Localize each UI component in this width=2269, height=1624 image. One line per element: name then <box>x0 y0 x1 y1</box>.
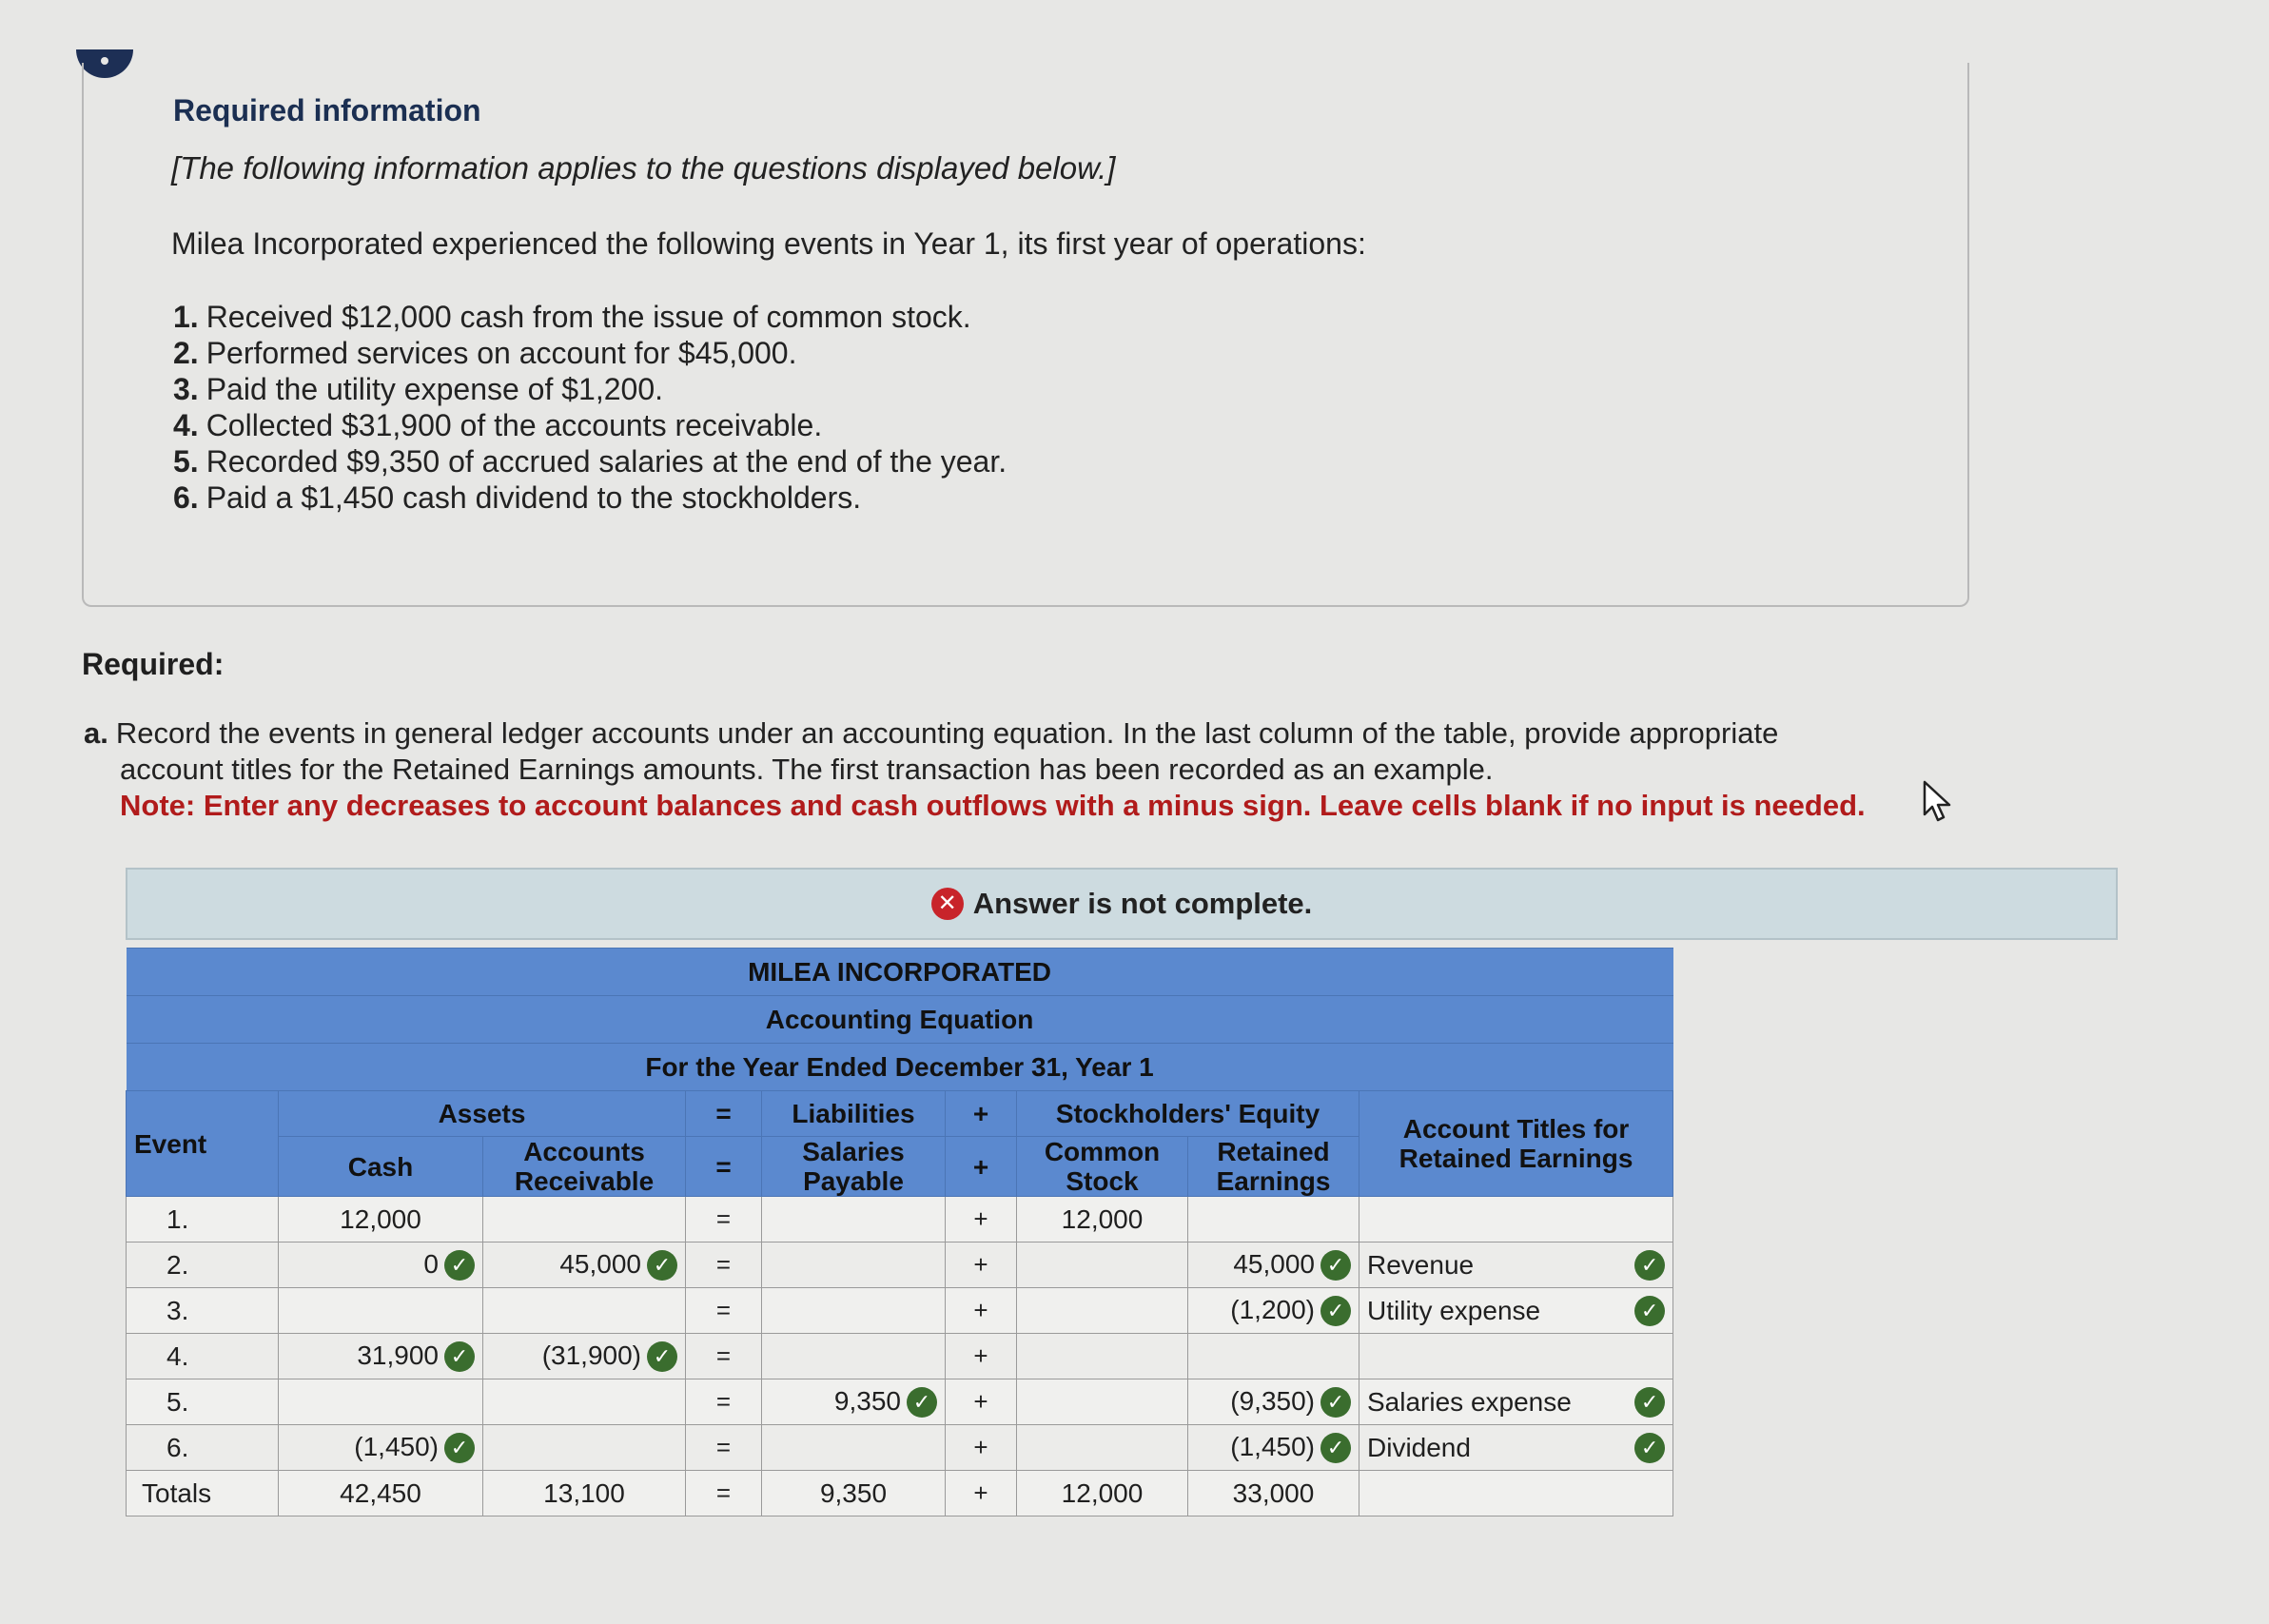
retained-earnings-input[interactable]: (1,450) ✓ <box>1188 1425 1359 1471</box>
common-stock-total: 12,000 <box>1017 1471 1188 1516</box>
company-name: MILEA INCORPORATED <box>127 949 1673 996</box>
common-stock-input[interactable] <box>1017 1242 1188 1288</box>
common-stock-input[interactable] <box>1017 1379 1188 1425</box>
check-icon: ✓ <box>1320 1296 1351 1326</box>
table-row <box>127 1334 1673 1379</box>
ar-total: 13,100 <box>483 1471 686 1516</box>
cash-input[interactable] <box>279 1379 483 1425</box>
header-account-titles: Account Titles for Retained Earnings <box>1359 1091 1673 1197</box>
table-row <box>127 1288 1673 1334</box>
list-item: 1. Received $12,000 cash from the issue of common stock. <box>173 300 971 334</box>
header-plus: + <box>946 1091 1017 1137</box>
plus-sign: + <box>946 1379 1017 1425</box>
list-item: 2. Performed services on account for $45,000. <box>173 336 797 370</box>
equals-sign: = <box>686 1242 762 1288</box>
check-icon: ✓ <box>647 1250 677 1281</box>
list-item: 5. Recorded $9,350 of accrued salaries at the end of the year. <box>173 444 1007 479</box>
check-icon: ✓ <box>1634 1387 1665 1418</box>
common-stock-cell: 12,000 <box>1017 1197 1188 1242</box>
plus-sign: + <box>946 1242 1017 1288</box>
mouse-cursor-icon <box>1922 780 1954 824</box>
salaries-payable-input[interactable] <box>762 1197 946 1242</box>
instructions <box>84 715 1986 824</box>
x-circle-icon: ✕ <box>931 888 964 920</box>
event-cell: 4. <box>127 1334 279 1379</box>
equals-sign: = <box>686 1334 762 1379</box>
answer-status-banner <box>126 868 2118 940</box>
check-icon: ✓ <box>1320 1250 1351 1281</box>
retained-earnings-input[interactable]: 45,000 ✓ <box>1188 1242 1359 1288</box>
totals-row <box>127 1471 1673 1516</box>
required-heading: Required: <box>82 647 225 681</box>
common-stock-input[interactable] <box>1017 1334 1188 1379</box>
check-icon: ✓ <box>1634 1433 1665 1463</box>
plus-sign: + <box>946 1288 1017 1334</box>
table-row <box>127 1197 1673 1242</box>
retained-earnings-input[interactable] <box>1188 1197 1359 1242</box>
salaries-payable-input[interactable] <box>762 1288 946 1334</box>
ar-input[interactable]: (31,900) ✓ <box>483 1334 686 1379</box>
totals-label: Totals <box>127 1471 279 1516</box>
header-salaries-payable: Salaries Payable <box>762 1137 946 1197</box>
scenario-text: Milea Incorporated experienced the following events in Year 1, its first year of operations: <box>171 226 1366 261</box>
header-cash: Cash <box>279 1137 483 1197</box>
statement-name: Accounting Equation <box>127 996 1673 1044</box>
common-stock-input[interactable] <box>1017 1425 1188 1471</box>
header-equals: = <box>686 1091 762 1137</box>
salaries-payable-input[interactable]: 9,350 ✓ <box>762 1379 946 1425</box>
empty-cell <box>1359 1471 1673 1516</box>
check-icon: ✓ <box>444 1341 475 1372</box>
header-liabilities: Liabilities <box>762 1091 946 1137</box>
header-equals: = <box>686 1137 762 1197</box>
cash-input[interactable]: 0 ✓ <box>279 1242 483 1288</box>
header-assets: Assets <box>279 1091 686 1137</box>
account-title-input[interactable]: Salaries expense ✓ <box>1359 1379 1673 1425</box>
cash-input[interactable]: 31,900 ✓ <box>279 1334 483 1379</box>
ar-input[interactable] <box>483 1379 686 1425</box>
equals-sign: = <box>686 1379 762 1425</box>
table-row <box>127 1379 1673 1425</box>
header-common-stock: Common Stock <box>1017 1137 1188 1197</box>
check-icon: ✓ <box>1634 1250 1665 1281</box>
header-stockholders-equity: Stockholders' Equity <box>1017 1091 1359 1137</box>
event-cell: 3. <box>127 1288 279 1334</box>
check-icon: ✓ <box>1320 1387 1351 1418</box>
events-list <box>173 299 1007 516</box>
common-stock-input[interactable] <box>1017 1288 1188 1334</box>
equals-sign: = <box>686 1425 762 1471</box>
ar-input[interactable] <box>483 1425 686 1471</box>
list-item: 4. Collected $31,900 of the accounts receivable. <box>173 408 823 442</box>
ar-input[interactable] <box>483 1197 686 1242</box>
ar-input[interactable]: 45,000 ✓ <box>483 1242 686 1288</box>
check-icon: ✓ <box>1320 1433 1351 1463</box>
account-title-input[interactable] <box>1359 1197 1673 1242</box>
answer-status-text: Answer is not complete. <box>972 887 1313 920</box>
header-retained-earnings: Retained Earnings <box>1188 1137 1359 1197</box>
intro-note: [The following information applies to the questions displayed below.] <box>171 150 1116 186</box>
cash-total: 42,450 <box>279 1471 483 1516</box>
retained-earnings-total: 33,000 <box>1188 1471 1359 1516</box>
event-cell: 1. <box>127 1197 279 1242</box>
instruction-note: Note: Enter any decreases to account balances and cash outflows with a minus sign. Leave cells blank if no input is needed. <box>120 789 1866 822</box>
required-information-title: Required information <box>173 93 481 127</box>
plus-sign: + <box>946 1471 1017 1516</box>
salaries-payable-input[interactable] <box>762 1334 946 1379</box>
event-cell: 6. <box>127 1425 279 1471</box>
account-title-input[interactable]: Utility expense ✓ <box>1359 1288 1673 1334</box>
check-icon: ✓ <box>444 1433 475 1463</box>
retained-earnings-input[interactable]: (9,350) ✓ <box>1188 1379 1359 1425</box>
header-accounts-receivable: Accounts Receivable <box>483 1137 686 1197</box>
instruction-line-2: account titles for the Retained Earnings amounts. The first transaction has been recorded as an example. <box>120 753 1494 786</box>
cash-input[interactable] <box>279 1288 483 1334</box>
salaries-payable-input[interactable] <box>762 1242 946 1288</box>
check-icon: ✓ <box>1634 1296 1665 1326</box>
header-plus: + <box>946 1137 1017 1197</box>
event-cell: 5. <box>127 1379 279 1425</box>
retained-earnings-input[interactable] <box>1188 1334 1359 1379</box>
equals-sign: = <box>686 1288 762 1334</box>
account-title-input[interactable]: Revenue ✓ <box>1359 1242 1673 1288</box>
list-item: 6. Paid a $1,450 cash dividend to the stockholders. <box>173 480 862 515</box>
instruction-line-1: Record the events in general ledger accounts under an accounting equation. In the last column of the table, provide appropriate <box>115 716 1779 750</box>
ar-input[interactable] <box>483 1288 686 1334</box>
table-row <box>127 1242 1673 1288</box>
statement-period: For the Year Ended December 31, Year 1 <box>127 1044 1673 1091</box>
instruction-prefix: a. <box>84 716 108 750</box>
plus-sign: + <box>946 1334 1017 1379</box>
accounting-equation-table <box>126 948 1673 1516</box>
table-row <box>127 1425 1673 1471</box>
plus-sign: + <box>946 1197 1017 1242</box>
salaries-payable-total: 9,350 <box>762 1471 946 1516</box>
equals-sign: = <box>686 1197 762 1242</box>
equals-sign: = <box>686 1471 762 1516</box>
cash-input[interactable]: (1,450) ✓ <box>279 1425 483 1471</box>
plus-sign: + <box>946 1425 1017 1471</box>
check-icon: ✓ <box>907 1387 937 1418</box>
header-event: Event <box>127 1091 279 1197</box>
retained-earnings-input[interactable]: (1,200) ✓ <box>1188 1288 1359 1334</box>
event-cell: 2. <box>127 1242 279 1288</box>
account-title-input[interactable] <box>1359 1334 1673 1379</box>
check-icon: ✓ <box>647 1341 677 1372</box>
check-icon: ✓ <box>444 1250 475 1281</box>
list-item: 3. Paid the utility expense of $1,200. <box>173 372 664 406</box>
cash-cell: 12,000 <box>279 1197 483 1242</box>
account-title-input[interactable]: Dividend ✓ <box>1359 1425 1673 1471</box>
salaries-payable-input[interactable] <box>762 1425 946 1471</box>
